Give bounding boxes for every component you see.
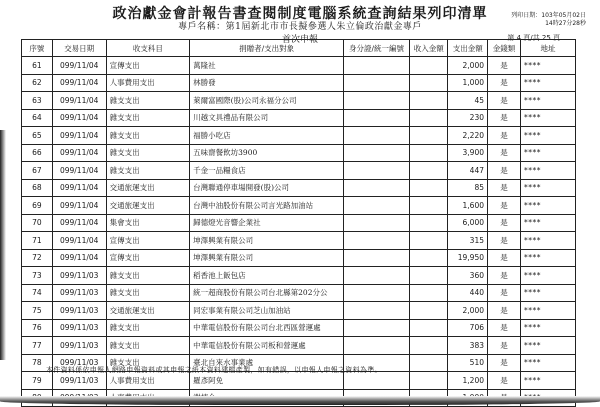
- report-type: 首次申報: [281, 35, 318, 45]
- cell-expense: 2,000: [448, 57, 488, 75]
- cell-income: [409, 354, 447, 372]
- cell-expense: 315: [448, 232, 488, 250]
- cell-date: 099/11/04: [52, 127, 106, 145]
- cell-cash: 是: [488, 214, 521, 232]
- table-row: [22, 232, 576, 250]
- cell-expense: 6,000: [448, 214, 488, 232]
- cell-no: 76: [22, 319, 53, 337]
- cell-party: 台灣聯通停車場開發(股)公司: [190, 179, 344, 197]
- scan-edge-shadow: [0, 130, 6, 360]
- cell-category: 集會支出: [106, 214, 190, 232]
- cell-id: [344, 302, 410, 320]
- table-row: [22, 144, 576, 162]
- cell-category: 宣傳支出: [106, 232, 190, 250]
- cell-no: 66: [22, 144, 53, 162]
- cell-id: [344, 57, 410, 75]
- cell-cash: 是: [488, 302, 521, 320]
- print-date-line2: 14時27分28秒: [545, 20, 586, 27]
- cell-category: 人事費用支出: [106, 74, 190, 92]
- report-title: 政治獻金會計報告書查閱制度電腦系統查詢結果列印清單: [112, 6, 488, 22]
- cell-expense: 2,220: [448, 127, 488, 145]
- cell-party: 坤澤興業有限公司: [190, 249, 344, 267]
- table-row: [22, 109, 576, 127]
- footnote: 本件資料係依申報人網路申報資料或其申報之紙本資料建檔產製，如有錯誤，以申報人申報之資料為準。: [46, 366, 382, 374]
- cell-expense: 1,000: [448, 74, 488, 92]
- cell-address: ****: [520, 302, 575, 320]
- cell-id: [344, 144, 410, 162]
- cell-id: [344, 197, 410, 215]
- cell-date: 099/11/04: [52, 197, 106, 215]
- cell-cash: 是: [488, 319, 521, 337]
- cell-no: 70: [22, 214, 53, 232]
- cell-cash: 是: [488, 57, 521, 75]
- cell-id: [344, 127, 410, 145]
- cell-expense: 1,200: [448, 372, 488, 390]
- cell-date: 099/11/04: [52, 214, 106, 232]
- cell-income: [409, 92, 447, 110]
- cell-expense: 45: [448, 92, 488, 110]
- cell-no: 72: [22, 249, 53, 267]
- cell-party: 川越文具禮品有限公司: [190, 109, 344, 127]
- cell-income: [409, 337, 447, 355]
- cell-cash: 是: [488, 109, 521, 127]
- page-number: 第 4 頁/共 25 頁: [507, 34, 560, 42]
- cell-category: 宣傳支出: [106, 57, 190, 75]
- cell-income: [409, 144, 447, 162]
- cell-expense: 2,000: [448, 302, 488, 320]
- cell-address: ****: [520, 144, 575, 162]
- table-row: [22, 284, 576, 302]
- cell-party: 稻香池上飯包店: [190, 267, 344, 285]
- column-header-cash: 金錢類: [488, 40, 521, 57]
- cell-expense: 383: [448, 337, 488, 355]
- cell-expense: 230: [448, 109, 488, 127]
- cell-date: 099/11/03: [52, 302, 106, 320]
- cell-category: 人事費用支出: [106, 372, 190, 390]
- cell-category: 雜支支出: [106, 354, 190, 372]
- cell-address: ****: [520, 127, 575, 145]
- table-row: [22, 179, 576, 197]
- cell-expense: 510: [448, 354, 488, 372]
- cell-address: ****: [520, 197, 575, 215]
- cell-date: 099/11/03: [52, 267, 106, 285]
- cell-income: [409, 302, 447, 320]
- cell-id: [344, 284, 410, 302]
- cell-party: 統一超商股份有限公司台北縣第202分公: [190, 284, 344, 302]
- cell-id: [344, 92, 410, 110]
- cell-cash: 是: [488, 162, 521, 180]
- cell-no: 71: [22, 232, 53, 250]
- column-header-id: 身分證/統一編號: [344, 40, 410, 57]
- cell-party: 福勝小吃店: [190, 127, 344, 145]
- cell-party: 羅彥阿免: [190, 372, 344, 390]
- cell-date: 099/11/03: [52, 354, 106, 372]
- table-row: [22, 74, 576, 92]
- cell-no: 61: [22, 57, 53, 75]
- cell-category: 雜支支出: [106, 284, 190, 302]
- table-row: [22, 162, 576, 180]
- cell-date: 099/11/04: [52, 74, 106, 92]
- cell-address: ****: [520, 232, 575, 250]
- cell-cash: 是: [488, 144, 521, 162]
- cell-income: [409, 197, 447, 215]
- cell-category: 雜支支出: [106, 109, 190, 127]
- cell-id: [344, 179, 410, 197]
- cell-address: ****: [520, 337, 575, 355]
- cell-party: 台灣中油股份有限公司言光路加油站: [190, 197, 344, 215]
- cell-id: [344, 162, 410, 180]
- cell-id: [344, 214, 410, 232]
- cell-no: 78: [22, 354, 53, 372]
- cell-address: ****: [520, 249, 575, 267]
- cell-id: [344, 337, 410, 355]
- cell-expense: 440: [448, 284, 488, 302]
- cell-income: [409, 109, 447, 127]
- cell-cash: 是: [488, 179, 521, 197]
- cell-expense: 447: [448, 162, 488, 180]
- cell-id: [344, 249, 410, 267]
- cell-address: ****: [520, 267, 575, 285]
- cell-expense: 19,950: [448, 249, 488, 267]
- cell-category: 雜支支出: [106, 337, 190, 355]
- cell-address: ****: [520, 92, 575, 110]
- cell-date: 099/11/04: [52, 162, 106, 180]
- cell-cash: 是: [488, 284, 521, 302]
- scan-bottom-shadow: [0, 396, 600, 405]
- column-header-income: 收入金額: [409, 40, 447, 57]
- cell-income: [409, 214, 447, 232]
- cell-income: [409, 249, 447, 267]
- print-date: [511, 12, 586, 28]
- cell-party: 歸德燈光音響企業社: [190, 214, 344, 232]
- cell-party: 坤澤興業有限公司: [190, 232, 344, 250]
- cell-income: [409, 57, 447, 75]
- cell-cash: 是: [488, 74, 521, 92]
- cell-id: [344, 267, 410, 285]
- cell-party: 臺北自來水事業處: [190, 354, 344, 372]
- cell-address: ****: [520, 214, 575, 232]
- table-row: [22, 127, 576, 145]
- column-header-category: 收支科目: [106, 40, 190, 57]
- cell-date: 099/11/03: [52, 284, 106, 302]
- cell-party: 中華電信股份有限公司板和營運處: [190, 337, 344, 355]
- cell-no: 75: [22, 302, 53, 320]
- cell-cash: 是: [488, 92, 521, 110]
- cell-expense: 1,600: [448, 197, 488, 215]
- table-row: [22, 92, 576, 110]
- cell-id: [344, 232, 410, 250]
- column-header-no: 序號: [22, 40, 53, 57]
- cell-party: 萬隆社: [190, 57, 344, 75]
- column-header-party: 捐贈者/支出對象: [190, 40, 344, 57]
- table-row: [22, 214, 576, 232]
- cell-category: 交通旅運支出: [106, 197, 190, 215]
- table-row: [22, 57, 576, 75]
- cell-no: 74: [22, 284, 53, 302]
- cell-income: [409, 179, 447, 197]
- table-row: [22, 197, 576, 215]
- cell-cash: 是: [488, 232, 521, 250]
- cell-date: 099/11/03: [52, 372, 106, 390]
- column-header-date: 交易日期: [52, 40, 106, 57]
- cell-no: 73: [22, 267, 53, 285]
- cell-date: 099/11/04: [52, 144, 106, 162]
- cell-no: 77: [22, 337, 53, 355]
- cell-address: ****: [520, 109, 575, 127]
- cell-income: [409, 74, 447, 92]
- table-row: [22, 267, 576, 285]
- cell-date: 099/11/04: [52, 109, 106, 127]
- account-name: 專戶名稱：第1屆新北市市長擬參選人朱立倫政治獻金專戶: [178, 22, 422, 32]
- cell-category: 宣傳支出: [106, 249, 190, 267]
- cell-cash: 是: [488, 354, 521, 372]
- cell-no: 79: [22, 372, 53, 390]
- cell-expense: 85: [448, 179, 488, 197]
- cell-cash: 是: [488, 372, 521, 390]
- cell-address: ****: [520, 372, 575, 390]
- column-header-expense: 支出金額: [448, 40, 488, 57]
- cell-date: 099/11/04: [52, 92, 106, 110]
- table-row: [22, 337, 576, 355]
- cell-party: 五味齋餐飲坊3900: [190, 144, 344, 162]
- cell-no: 68: [22, 179, 53, 197]
- cell-expense: 360: [448, 267, 488, 285]
- column-header-address: 地址: [520, 40, 575, 57]
- table-row: [22, 319, 576, 337]
- cell-date: 099/11/04: [52, 57, 106, 75]
- cell-address: ****: [520, 319, 575, 337]
- cell-category: 雜支支出: [106, 267, 190, 285]
- cell-address: ****: [520, 354, 575, 372]
- cell-income: [409, 319, 447, 337]
- cell-date: 099/11/03: [52, 319, 106, 337]
- cell-category: 雜支支出: [106, 127, 190, 145]
- cell-category: 交通旅運支出: [106, 302, 190, 320]
- cell-party: 千金一品糧食店: [190, 162, 344, 180]
- cell-id: [344, 109, 410, 127]
- cell-income: [409, 232, 447, 250]
- cell-no: 64: [22, 109, 53, 127]
- cell-no: 67: [22, 162, 53, 180]
- cell-address: ****: [520, 74, 575, 92]
- cell-category: 雜支支出: [106, 162, 190, 180]
- transactions-table: [21, 39, 576, 407]
- cell-category: 雜支支出: [106, 92, 190, 110]
- table-header-row: [22, 40, 576, 57]
- cell-date: 099/11/03: [52, 337, 106, 355]
- cell-address: ****: [520, 57, 575, 75]
- cell-party: 同宏事業有限公司芝山加油站: [190, 302, 344, 320]
- cell-no: 62: [22, 74, 53, 92]
- cell-party: 萊爾富國際(股)公司永福分公司: [190, 92, 344, 110]
- cell-category: 雜支支出: [106, 144, 190, 162]
- cell-cash: 是: [488, 337, 521, 355]
- cell-income: [409, 372, 447, 390]
- cell-id: [344, 74, 410, 92]
- cell-expense: 706: [448, 319, 488, 337]
- cell-date: 099/11/04: [52, 179, 106, 197]
- cell-income: [409, 267, 447, 285]
- cell-party: 中華電信股份有限公司台北西區營運處: [190, 319, 344, 337]
- cell-address: ****: [520, 179, 575, 197]
- cell-date: 099/11/04: [52, 232, 106, 250]
- cell-address: ****: [520, 162, 575, 180]
- print-date-line1: 列印日期：103年05月02日: [511, 12, 586, 19]
- cell-category: 交通旅運支出: [106, 179, 190, 197]
- cell-cash: 是: [488, 197, 521, 215]
- cell-no: 65: [22, 127, 53, 145]
- cell-cash: 是: [488, 127, 521, 145]
- table-row: [22, 249, 576, 267]
- cell-income: [409, 162, 447, 180]
- cell-party: 林勝發: [190, 74, 344, 92]
- cell-cash: 是: [488, 267, 521, 285]
- cell-category: 雜支支出: [106, 319, 190, 337]
- cell-date: 099/11/04: [52, 249, 106, 267]
- table-row: [22, 302, 576, 320]
- cell-id: [344, 319, 410, 337]
- cell-expense: 3,900: [448, 144, 488, 162]
- cell-no: 63: [22, 92, 53, 110]
- cell-cash: 是: [488, 249, 521, 267]
- cell-income: [409, 284, 447, 302]
- cell-no: 69: [22, 197, 53, 215]
- cell-income: [409, 127, 447, 145]
- cell-address: ****: [520, 284, 575, 302]
